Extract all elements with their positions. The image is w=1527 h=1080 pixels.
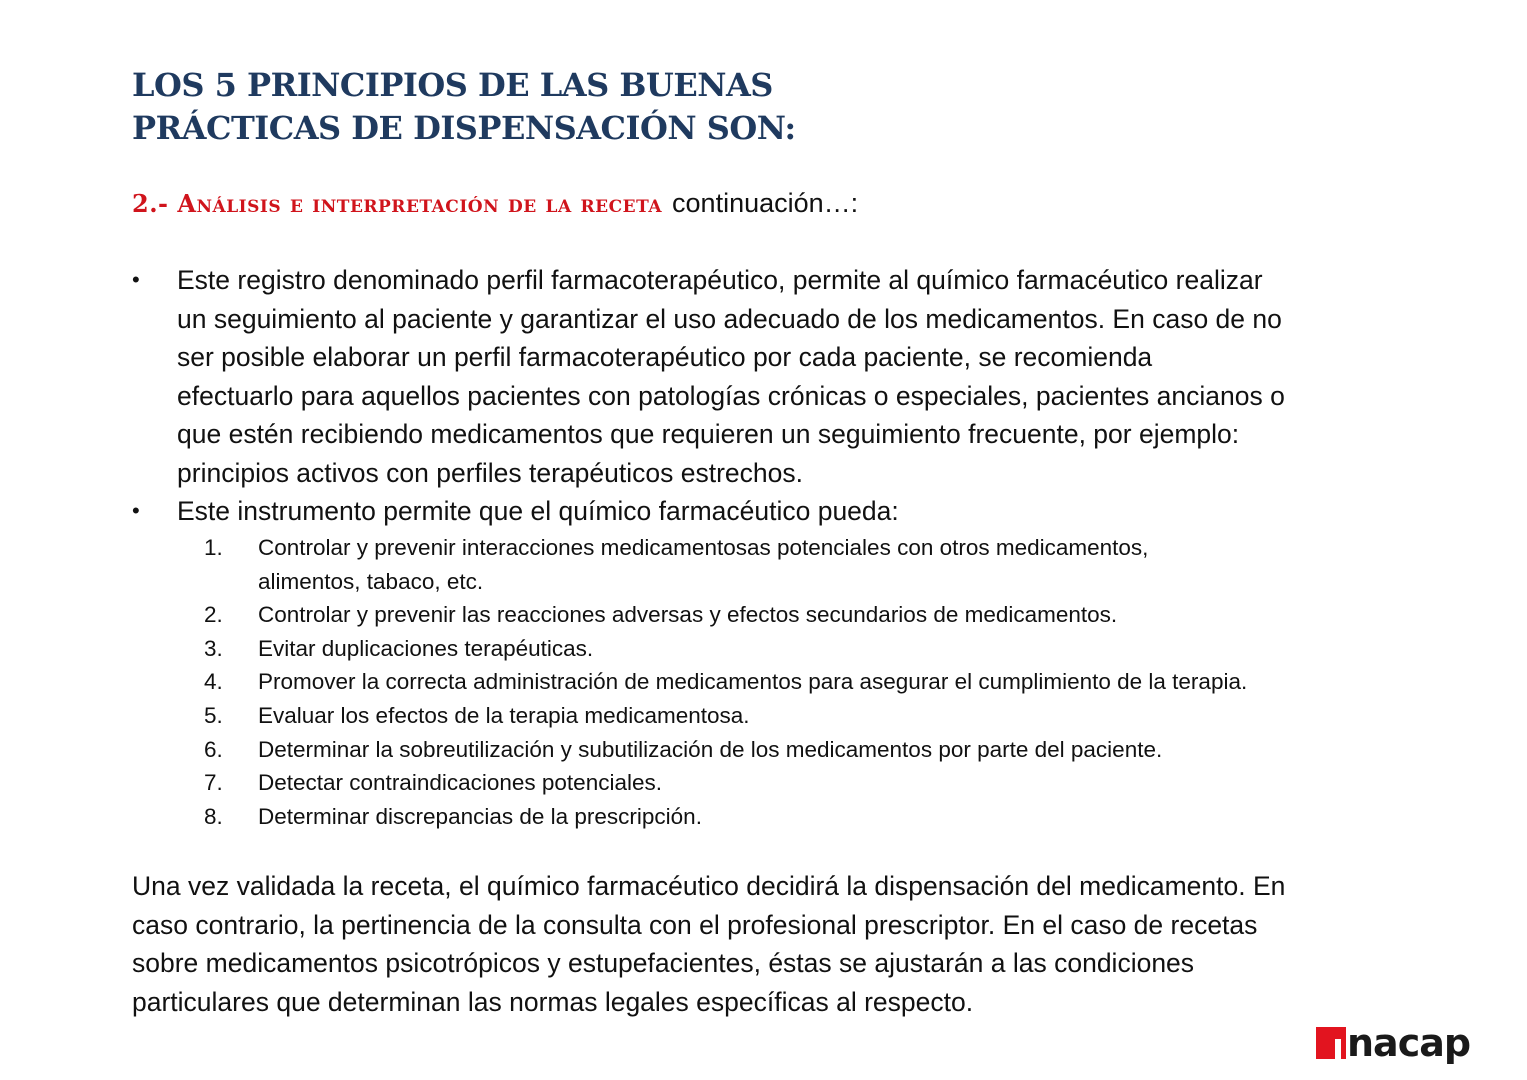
bullet-line: Este instrumento permite que el químico farmacéutico pueda: — [177, 496, 899, 526]
bullet-item — [132, 261, 1422, 492]
bullet-line: que estén recibiendo medicamentos que requieren un seguimiento frecuente, por ejemplo: — [177, 419, 1240, 449]
item-number: 1. — [204, 535, 223, 560]
section-continuation: continuación…: — [672, 188, 859, 218]
section-title: 2.- Análisis e interpretación de la receta — [132, 189, 663, 218]
item-text: Evaluar los efectos de la terapia medicamentosa. — [258, 702, 750, 728]
item-number: 5. — [204, 702, 223, 728]
bullet-line: Este registro denominado perfil farmacoterapéutico, permite al químico farmacéutico realizar — [177, 265, 1263, 295]
numbered-item — [204, 665, 1404, 699]
item-number: 2. — [204, 602, 223, 628]
bullet-icon: • — [132, 498, 140, 523]
title-line: LOS 5 PRINCIPIOS DE LAS BUENAS — [132, 66, 773, 104]
bullet-line: efectuarlo para aquellos pacientes con patologías crónicas o especiales, pacientes ancianos o — [177, 380, 1285, 411]
paragraph-line: Una vez validada la receta, el químico farmacéutico decidirá la dispensación del medicamento. En — [132, 871, 1286, 901]
paragraph-line: particulares que determinan las normas legales específicas al respecto. — [132, 986, 974, 1017]
numbered-list — [204, 531, 1404, 833]
paragraph-line: sobre medicamentos psicotrópicos y estupefacientes, éstas se ajustarán a las condiciones — [132, 948, 1195, 978]
item-text: Controlar y prevenir las reacciones adversas y efectos secundarios de medicamentos. — [258, 602, 1118, 628]
bullet-line: ser posible elaborar un perfil farmacoterapéutico por cada paciente, se recomienda — [177, 342, 1153, 372]
numbered-item — [204, 800, 1404, 834]
bullet-item — [132, 492, 1422, 531]
numbered-item — [204, 598, 1404, 632]
numbered-item — [204, 699, 1404, 733]
item-number: 3. — [204, 635, 223, 661]
logo-mark-icon — [1316, 1027, 1346, 1059]
item-text: Detectar contraindicaciones potenciales. — [258, 770, 662, 796]
numbered-item — [204, 733, 1404, 767]
logo-wordmark: nacap — [1347, 1021, 1471, 1065]
bullet-list — [132, 261, 1422, 531]
item-text: Controlar y prevenir interacciones medicamentosas potenciales con otros medicamentos, — [258, 535, 1149, 560]
item-text: Determinar la sobreutilización y subutilización de los medicamentos por parte del paciente. — [258, 736, 1163, 762]
title-line: PRÁCTICAS DE DISPENSACIÓN SON: — [132, 109, 796, 147]
item-number: 4. — [204, 669, 223, 695]
bullet-icon: • — [132, 267, 140, 292]
bullet-line: un seguimiento al paciente y garantizar el uso adecuado de los medicamentos. En caso de no — [177, 303, 1282, 334]
item-text: Determinar discrepancias de la prescripción. — [258, 803, 702, 829]
item-number: 8. — [204, 803, 223, 829]
paragraph-line: caso contrario, la pertinencia de la consulta con el profesional prescriptor. En el caso de recetas — [132, 909, 1258, 940]
item-text: Promover la correcta administración de medicamentos para asegurar el cumplimiento de la terapia. — [258, 669, 1248, 695]
item-text: Evitar duplicaciones terapéuticas. — [258, 635, 594, 661]
slide-title — [132, 64, 796, 150]
numbered-item — [204, 766, 1404, 800]
item-number: 6. — [204, 736, 223, 762]
section-heading — [132, 186, 858, 221]
item-text: alimentos, tabaco, etc. — [258, 568, 484, 594]
inacap-logo — [1316, 1021, 1470, 1063]
numbered-item — [204, 632, 1404, 666]
item-number: 7. — [204, 770, 223, 796]
closing-paragraph — [132, 867, 1422, 1021]
bullet-line: principios activos con perfiles terapéuticos estrechos. — [177, 457, 803, 488]
numbered-item — [204, 531, 1404, 598]
